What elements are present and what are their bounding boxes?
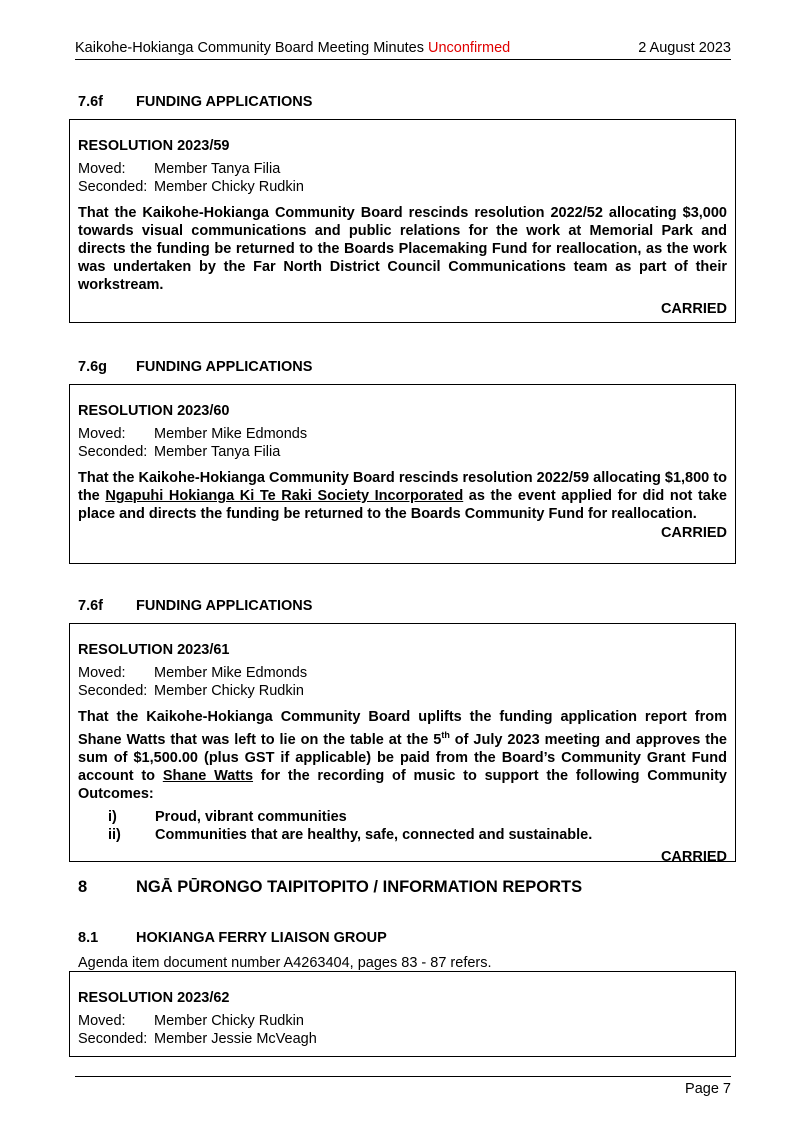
- resolution-box-2023-62: [69, 971, 736, 1057]
- list-item-text: Proud, vibrant communities: [155, 808, 347, 825]
- section-title: FUNDING APPLICATIONS: [136, 94, 313, 110]
- section-number: 7.6f: [78, 598, 103, 614]
- page-header: [75, 40, 731, 56]
- moved-row: [78, 425, 727, 443]
- list-item-number: i): [108, 808, 117, 825]
- seconded-label: Seconded:: [78, 683, 148, 699]
- carried-label: CARRIED: [660, 848, 727, 865]
- section-heading-8-1: [78, 930, 387, 946]
- section-number: 7.6f: [78, 94, 103, 110]
- resolution-box-2023-61: [69, 623, 736, 865]
- section-heading-8: [78, 878, 582, 897]
- list-item: [108, 808, 727, 826]
- seconded-row: [78, 443, 727, 461]
- resolution-text-a: That the Kaikohe-Hokianga Community Board uplifts the funding application report from Shane Watts that was left to lie on the table at the 5: [78, 709, 727, 748]
- section-number: 8.1: [78, 930, 99, 946]
- section-title: HOKIANGA FERRY LIAISON GROUP: [136, 930, 387, 946]
- list-item: [108, 826, 727, 844]
- moved-label: Moved:: [78, 665, 126, 681]
- header-divider: [75, 59, 731, 60]
- moved-label: Moved:: [78, 1013, 126, 1029]
- agenda-reference: Agenda item document number A4263404, pages 83 - 87 refers.: [78, 955, 492, 971]
- resolution-text-b: of July 2023 meeting and approves the sum of $1,500.00 (plus GST if applicable) be paid from the Board’s Community Grant Fund account to: [78, 731, 728, 784]
- section-number: 7.6g: [78, 359, 108, 375]
- resolution-text-a: That the Kaikohe-Hokianga Community Board rescinds resolution 2022/59 allocating $1,800 to the: [78, 470, 727, 504]
- section-heading-7-6g: [78, 359, 312, 375]
- resolution-box-2023-59: [69, 119, 736, 323]
- resolution-title: RESOLUTION 2023/59: [78, 138, 230, 154]
- seconded-label: Seconded:: [78, 179, 148, 195]
- moved-member: Member Tanya Filia: [154, 161, 281, 177]
- page-number: Page 7: [685, 1081, 731, 1097]
- moved-row: [78, 160, 727, 178]
- section-title: FUNDING APPLICATIONS: [136, 598, 313, 614]
- moved-member: Member Mike Edmonds: [154, 665, 308, 681]
- seconded-label: Seconded:: [78, 444, 148, 460]
- moved-label: Moved:: [78, 426, 126, 442]
- society-link: Ngapuhi Hokianga Ki Te Raki Society Incorporated: [105, 488, 464, 504]
- list-item-text: Communities that are healthy, safe, connected and sustainable.: [155, 826, 593, 843]
- list-item-number: ii): [108, 826, 121, 843]
- carried-label: CARRIED: [660, 301, 727, 317]
- moved-row: [78, 1012, 727, 1030]
- resolution-text: [78, 469, 727, 523]
- resolution-text: [78, 708, 727, 803]
- carried-label: CARRIED: [660, 525, 727, 541]
- resolution-text-c: for the recording of music to support the following Community Outcomes:: [78, 767, 727, 802]
- resolution-title: RESOLUTION 2023/61: [78, 642, 230, 658]
- moved-label: Moved:: [78, 161, 126, 177]
- recipient-link: Shane Watts: [162, 767, 254, 784]
- resolution-title: RESOLUTION 2023/62: [78, 990, 230, 1006]
- seconded-label: Seconded:: [78, 1031, 148, 1047]
- resolution-box-2023-60: [69, 384, 736, 564]
- header-title: Kaikohe-Hokianga Community Board Meeting Minutes: [75, 40, 424, 56]
- header-date: 2 August 2023: [638, 40, 731, 56]
- moved-member: Member Chicky Rudkin: [154, 1013, 304, 1029]
- seconded-member: Member Jessie McVeagh: [154, 1031, 317, 1047]
- seconded-member: Member Tanya Filia: [154, 444, 281, 460]
- header-status: Unconfirmed: [428, 40, 511, 56]
- section-number: 8: [78, 878, 88, 896]
- moved-member: Member Mike Edmonds: [154, 426, 308, 442]
- section-title: NGĀ PŪRONGO TAIPITOPITO / INFORMATION REPORTS: [136, 878, 583, 896]
- seconded-member: Member Chicky Rudkin: [154, 683, 304, 699]
- seconded-row: [78, 1030, 727, 1048]
- section-heading-7-6f-second: [78, 598, 312, 614]
- resolution-text-b: as the event applied for did not take place and directs the funding be returned to the Boards Community Fund for reallocation.: [78, 488, 727, 522]
- seconded-member: Member Chicky Rudkin: [154, 179, 304, 195]
- resolution-title: RESOLUTION 2023/60: [78, 403, 230, 419]
- section-heading-7-6f: [78, 94, 312, 110]
- section-title: FUNDING APPLICATIONS: [136, 359, 313, 375]
- seconded-row: [78, 682, 727, 700]
- resolution-text: That the Kaikohe-Hokianga Community Board rescinds resolution 2022/52 allocating $3,000 towards visual communications and public relations for the work at Memorial Park and directs the funding be returned to the Boards Placemaking Fund for reallocation, as the work was undertaken by the Far North District Council Communications team as part of their workstream.: [78, 205, 727, 293]
- header-title-wrap: [75, 40, 510, 56]
- moved-row: [78, 664, 727, 682]
- footer-divider: [75, 1076, 731, 1077]
- ordinal-suffix: th: [441, 730, 450, 740]
- seconded-row: [78, 178, 727, 196]
